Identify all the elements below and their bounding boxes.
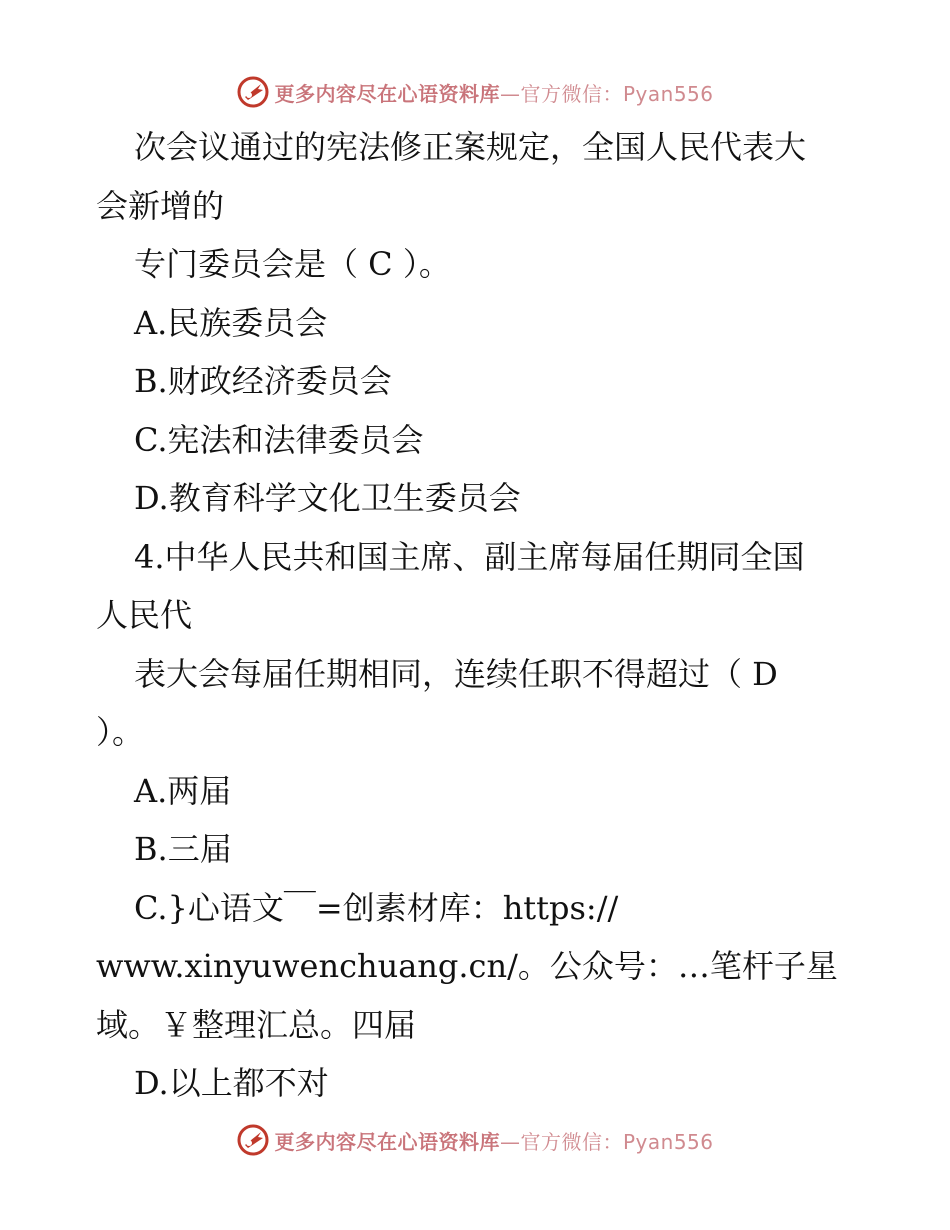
text-line: www.xinyuwenchuang.cn/。公众号：…笔杆子星 (96, 947, 838, 985)
text-line: 会新增的 (96, 186, 225, 225)
text-line: 人民代 (96, 596, 193, 634)
footer-watermark-banner (0, 1118, 950, 1162)
brand-logo-icon (236, 75, 270, 109)
option-b: B.三届 (134, 830, 232, 868)
banner-wechat-label: 官方微信： (520, 81, 623, 106)
text-line: 域。￥整理汇总。四届 (96, 1005, 417, 1044)
header-watermark-banner (0, 70, 950, 114)
option-b: B.财政经济委员会 (134, 362, 392, 400)
option-c: C.}心语文￣=创素材库：https:// (134, 888, 619, 927)
banner-dash: — (499, 1129, 521, 1154)
brand-logo-icon (236, 1123, 270, 1157)
text-line: ）。 (96, 713, 145, 751)
option-a: A.民族委员会 (134, 303, 328, 342)
banner-text (274, 78, 713, 107)
option-c: C.宪法和法律委员会 (134, 420, 424, 459)
question-stem-line: 专门委员会是（ C ）。 (134, 245, 451, 283)
banner-wechat-id: Pyan556 (622, 81, 714, 106)
text-line: 次会议通过的宪法修正案规定，全国人民代表大 (134, 128, 807, 166)
text-line: 表大会每届任期相同，连续任职不得超过（ D (134, 654, 778, 693)
document-body (96, 118, 856, 1113)
option-d: D.以上都不对 (134, 1064, 329, 1102)
banner-text (274, 1126, 713, 1155)
option-d: D.教育科学文化卫生委员会 (134, 479, 521, 517)
banner-wechat-id: Pyan556 (622, 1129, 714, 1154)
banner-dash: — (499, 81, 521, 106)
banner-main-text: 更多内容尽在心语资料库 (274, 1129, 500, 1154)
question-4-line: 4.中华人民共和国主席、副主席每届任期同全国 (134, 537, 805, 576)
option-a: A.两届 (134, 771, 232, 810)
banner-main-text: 更多内容尽在心语资料库 (274, 81, 500, 106)
banner-wechat-label: 官方微信： (520, 1129, 623, 1154)
